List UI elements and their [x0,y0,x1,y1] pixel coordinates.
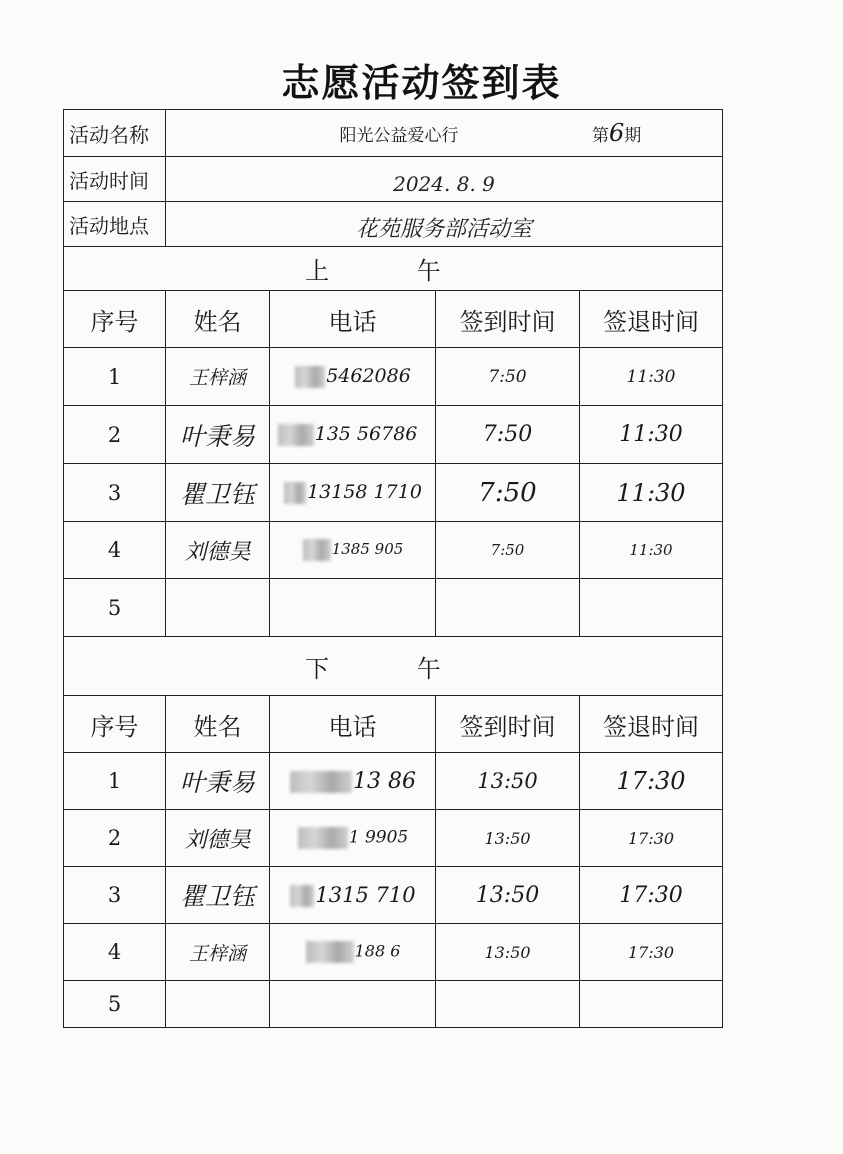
row-phone [270,981,436,1028]
phone-visible: 13 86 [353,768,416,794]
row-name: 王梓涵 [166,348,270,406]
header-phone: 电话 [270,696,436,753]
phone-redaction [306,941,354,963]
row-index: 5 [64,579,166,637]
row-checkin [436,579,580,637]
header-checkin: 签到时间 [436,696,580,753]
table-row [64,579,723,637]
phone-visible: 1315 710 [315,882,416,907]
period-prefix: 第 [592,126,609,146]
afternoon-section-row [64,637,723,696]
row-checkout: 11:30 [580,464,723,522]
row-index: 5 [64,981,166,1028]
activity-place-label: 活动地点 [64,202,166,247]
row-name: 瞿卫钰 [166,464,270,522]
header-name: 姓名 [166,291,270,348]
row-checkin: 13:50 [436,753,580,810]
row-phone [270,810,436,867]
row-index: 1 [64,348,166,406]
table-row [64,924,723,981]
morning-label: 上 午 [64,247,723,291]
table-row [64,464,723,522]
phone-redaction [298,827,348,849]
phone-visible: 188 6 [354,941,401,961]
row-phone [270,753,436,810]
activity-time-value: 2024. 8. 9 [166,157,723,202]
row-checkout [580,579,723,637]
table-row [64,981,723,1028]
activity-place-row [64,202,723,247]
header-checkout: 签退时间 [580,696,723,753]
row-checkout: 11:30 [580,522,723,579]
row-checkout [580,981,723,1028]
phone-redaction [290,771,352,793]
row-phone [270,924,436,981]
row-checkin: 7:50 [436,406,580,464]
header-checkin: 签到时间 [436,291,580,348]
row-name [166,981,270,1028]
activity-name-label: 活动名称 [64,110,166,157]
header-checkout: 签退时间 [580,291,723,348]
activity-time-label: 活动时间 [64,157,166,202]
phone-visible: 1385 905 [331,540,404,558]
row-phone [270,522,436,579]
phone-visible: 135 56786 [314,423,418,445]
row-phone [270,464,436,522]
activity-place-value: 花苑服务部活动室 [166,202,723,247]
row-checkout: 11:30 [580,348,723,406]
row-checkout: 11:30 [580,406,723,464]
row-checkin: 7:50 [436,464,580,522]
row-name: 刘德昊 [166,522,270,579]
activity-time-row [64,157,723,202]
period-number: 6 [609,119,625,147]
row-name: 瞿卫钰 [166,867,270,924]
phone-redaction [295,366,325,388]
row-checkin [436,981,580,1028]
row-name [166,579,270,637]
period-suffix: 期 [624,126,642,146]
phone-redaction [290,885,314,907]
signin-table [63,109,723,1028]
page-title: 志愿活动签到表 [281,60,562,105]
table-row [64,522,723,579]
afternoon-header-row [64,696,723,753]
row-index: 2 [64,406,166,464]
row-name: 叶秉易 [166,753,270,810]
row-index: 4 [64,522,166,579]
table-row [64,753,723,810]
header-phone: 电话 [270,291,436,348]
afternoon-label: 下 午 [64,637,723,696]
phone-visible: 1 9905 [348,827,409,848]
activity-period [592,119,722,147]
row-index: 1 [64,753,166,810]
header-name: 姓名 [166,696,270,753]
row-phone [270,579,436,637]
row-checkout: 17:30 [580,753,723,810]
row-phone [270,867,436,924]
phone-redaction [278,424,314,446]
phone-redaction [284,482,306,504]
table-row [64,348,723,406]
row-checkin: 7:50 [436,522,580,579]
row-index: 3 [64,867,166,924]
row-name: 叶秉易 [166,406,270,464]
table-row [64,867,723,924]
phone-redaction [303,539,331,561]
header-index: 序号 [64,696,166,753]
morning-section-row [64,247,723,291]
phone-visible: 13158 1710 [307,481,422,503]
row-index: 2 [64,810,166,867]
row-checkout: 17:30 [580,810,723,867]
row-phone [270,348,436,406]
activity-name-value: 阳光公益爱心行 [339,125,459,146]
phone-visible: 5462086 [326,365,411,387]
row-checkin: 13:50 [436,924,580,981]
row-checkin: 7:50 [436,348,580,406]
morning-header-row [64,291,723,348]
table-row [64,810,723,867]
row-checkin: 13:50 [436,810,580,867]
row-index: 4 [64,924,166,981]
activity-name-row [64,110,723,157]
row-phone [270,406,436,464]
row-checkin: 13:50 [436,867,580,924]
row-checkout: 17:30 [580,924,723,981]
row-name: 王梓涵 [166,924,270,981]
table-row [64,406,723,464]
row-index: 3 [64,464,166,522]
row-name: 刘德昊 [166,810,270,867]
header-index: 序号 [64,291,166,348]
activity-name-cell [166,110,723,157]
row-checkout: 17:30 [580,867,723,924]
